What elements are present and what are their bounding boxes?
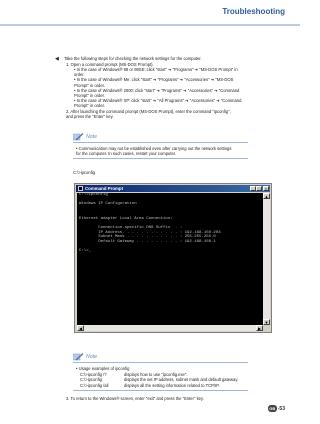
page-title: Troubleshooting xyxy=(222,7,285,16)
usage-heading: • Usage examples of ipconfig xyxy=(76,366,130,371)
usage-1-command: C:\>ipconfig /? xyxy=(80,371,107,377)
step-3: 3. To return to the Windows® screen, enter "exit" and press the "Enter" key. xyxy=(66,396,204,401)
intro-lead: Take the following steps for checking the network settings for the computer. xyxy=(64,56,202,61)
usage-2-description: displays the set IP address, subnet mask and default gateway. xyxy=(124,377,239,382)
page-number xyxy=(268,405,285,412)
page-number-text: -53 xyxy=(277,405,285,412)
note-rule-top xyxy=(73,142,248,143)
header-rule xyxy=(0,24,300,26)
step-1-bullet-xp-b: Prompt" in order. xyxy=(74,103,105,109)
horizontal-scrollbar[interactable] xyxy=(77,325,263,331)
console-line: Connection-specific DNS Suffix . : xyxy=(79,225,183,230)
note-header xyxy=(73,133,97,141)
scroll-left-arrow-icon[interactable]: ◀ xyxy=(78,326,83,331)
console-app-icon xyxy=(78,186,83,191)
step-2-line-2: and press the "Enter" key. xyxy=(66,114,114,119)
pencil-note-icon xyxy=(73,133,84,141)
console-line: Subnet Mask . . . . . . . . . . . : 255.255.255.0 xyxy=(79,235,216,240)
console-line: IP Address. . . . . . . . . . . . : 192.168.150.203 xyxy=(79,230,221,235)
gb-language-icon: GB xyxy=(269,406,276,411)
maximize-button[interactable]: □ xyxy=(257,186,261,191)
step-2-line-1: 2. After launching the command prompt (MS-DOS Prompt), enter the command "ipconfig", xyxy=(66,108,231,114)
note-2-rule-top xyxy=(73,362,248,363)
window-titlebar[interactable] xyxy=(76,185,270,192)
note-2-label: Note xyxy=(86,354,97,360)
note-2-header xyxy=(73,353,97,361)
console-line: C:\>_ xyxy=(79,249,92,254)
usage-1-description: displays how to use "ipconfig.exe". xyxy=(124,371,188,377)
scroll-right-arrow-icon[interactable]: ▶ xyxy=(257,326,262,331)
console-output[interactable] xyxy=(77,193,263,325)
console-line: C:\>ipconfig xyxy=(79,193,108,197)
step-1-bullet-xp-a: • In the case of Windows® XP: click "start" ➔ "All Programs" ➔ "Accessories" ➔ "Command xyxy=(74,98,242,104)
scroll-up-arrow-icon[interactable]: ▲ xyxy=(264,194,269,199)
close-button[interactable]: × xyxy=(264,186,268,191)
note-rule-bottom xyxy=(73,158,248,159)
command-prompt-window[interactable] xyxy=(74,183,272,333)
usage-2-command: C:\>ipconfig xyxy=(80,377,102,382)
console-line: Default Gateway . . . . . . . . . : 192.168.150.1 xyxy=(79,240,216,245)
minimize-button[interactable]: _ xyxy=(251,186,255,191)
window-title: Command Prompt xyxy=(85,185,124,191)
note-1-line-2: for the computer. In such cases, restart your computer. xyxy=(76,151,177,157)
scroll-down-arrow-icon[interactable]: ▼ xyxy=(264,320,269,325)
usage-3-command: C:\>ipconfig /all xyxy=(80,382,109,388)
step-1-bullet-me-b: Prompt" in order. xyxy=(74,82,105,88)
command-caption: C:\>ipconfig xyxy=(73,170,95,175)
step-1-bullet-2000-a: • In the case of Windows® 2000: click "start" ➔ "Programs" ➔ "Accessories" ➔ "Command xyxy=(74,87,240,93)
step-1: 1. Open a command prompt (MS-DOS Prompt). xyxy=(66,61,154,67)
arrow-left-icon: ◀ xyxy=(55,56,59,62)
step-1-bullet-98b: order. xyxy=(74,72,85,78)
note-1-line-1: • Communication may not be established even after carrying out the network settings xyxy=(76,146,232,151)
console-line: Windows IP Configuration xyxy=(79,202,137,207)
console-line: Ethernet adapter Local Area Connection: xyxy=(79,216,173,221)
note-label: Note xyxy=(86,134,97,140)
usage-3-description: displays all the setting information related to TCP/IP. xyxy=(124,382,220,388)
step-1-bullet-98a: • In the case of Windows® 98 or 98SE: click "start" ➔ "Programs" ➔ "MS-DOS Prompt" in xyxy=(74,67,238,72)
step-1-bullet-2000-b: Prompt" in order. xyxy=(74,93,105,98)
vertical-scrollbar[interactable] xyxy=(263,193,270,325)
step-1-bullet-me-a: • In the case of Windows® Me: click "start" ➔ "Programs" ➔ "Accessories" ➔ "MS-DOS xyxy=(74,77,234,83)
pencil-note-icon xyxy=(73,353,84,361)
note-2-rule-bottom xyxy=(73,390,248,391)
